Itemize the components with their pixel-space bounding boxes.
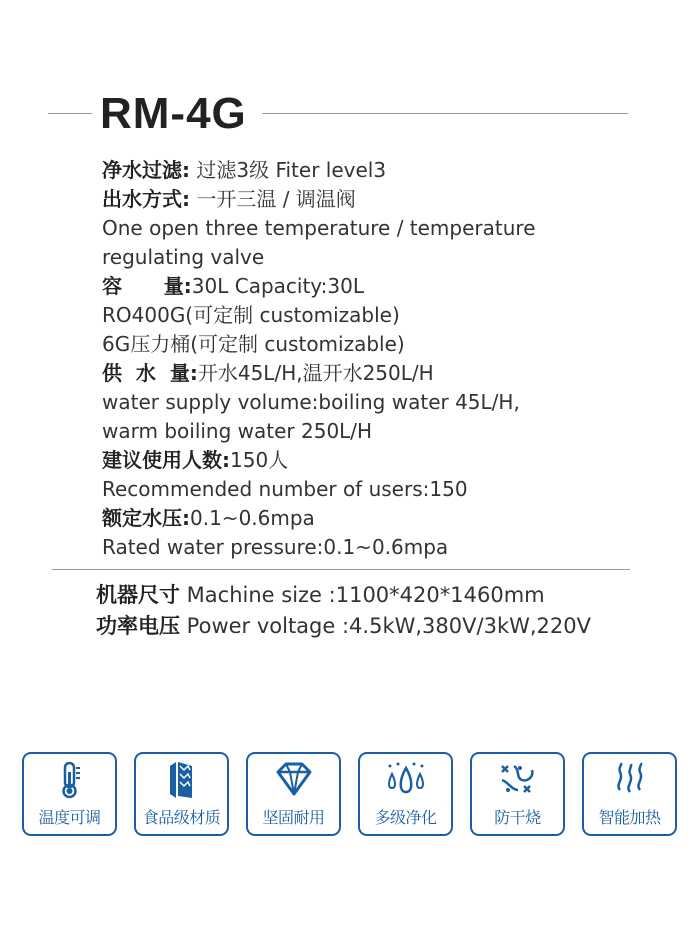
- feature-label: 多级净化: [374, 808, 437, 827]
- spec-filter: [102, 156, 682, 185]
- spec-users-en: [102, 475, 682, 504]
- spec-outlet-en-1: [102, 214, 682, 243]
- spec-value: 6G压力桶(可定制 customizable): [102, 332, 405, 356]
- spec-label: 容 量:: [102, 274, 192, 298]
- water-drops-icon: [382, 760, 430, 800]
- spec-list: [102, 156, 682, 562]
- spec-value: 开水45L/H,温开水250L/H: [197, 361, 434, 385]
- feature-label: 食品级材质: [142, 808, 221, 827]
- spec-label: 供 水 量:: [102, 361, 198, 385]
- spec-outlet-en-2: [102, 243, 682, 272]
- spec-pressure-en: [102, 533, 682, 562]
- spec-label: 净水过滤:: [102, 158, 190, 182]
- spec-label: 额定水压:: [102, 506, 190, 530]
- spec-value: Power voltage :4.5kW,380V/3kW,220V: [180, 614, 591, 638]
- feature-anti-dry-burn: [470, 752, 565, 836]
- spec-supply-en-1: [102, 388, 682, 417]
- feature-temperature: [22, 752, 117, 836]
- spec-label: 建议使用人数:: [102, 448, 230, 472]
- spec-value: regulating valve: [102, 245, 265, 269]
- spec-users: [102, 446, 682, 475]
- spec-value: Recommended number of users:150: [102, 477, 468, 501]
- thermometer-icon: [46, 760, 94, 800]
- spec-label: 功率电压: [96, 614, 180, 638]
- spec-capacity: [102, 272, 682, 301]
- spec-machine-size: [96, 580, 591, 611]
- feature-label: 温度可调: [38, 808, 101, 827]
- spec-supply-en-2: [102, 417, 682, 446]
- model-title: RM-4G: [100, 89, 247, 138]
- spec-value: One open three temperature / temperature: [102, 216, 536, 240]
- food-grade-material-icon: [158, 760, 206, 800]
- spec-value: RO400G(可定制 customizable): [102, 303, 400, 327]
- spec-value: 30L Capacity:30L: [191, 274, 365, 298]
- feature-purification: [358, 752, 453, 836]
- heat-waves-icon: [606, 760, 654, 800]
- title-rule-right: [262, 113, 628, 114]
- feature-label: 智能加热: [598, 808, 661, 827]
- spec-value: Machine size :1100*420*1460mm: [180, 583, 545, 607]
- feature-durable: [246, 752, 341, 836]
- spec-value: 过滤3级 Fiter level3: [190, 158, 387, 182]
- title-row: [0, 84, 700, 144]
- anti-dry-burn-icon: [494, 760, 542, 800]
- spec-value: 0.1~0.6mpa: [190, 506, 315, 530]
- feature-smart-heating: [582, 752, 677, 836]
- spec-ro: [102, 301, 682, 330]
- spec-power-voltage: [96, 611, 591, 642]
- spec-value: water supply volume:boiling water 45L/H,: [102, 390, 520, 414]
- spec-value: 一开三温 / 调温阀: [190, 187, 356, 211]
- spec-value: 150人: [230, 448, 289, 472]
- spec-value: warm boiling water 250L/H: [102, 419, 373, 443]
- machine-specs: [96, 580, 591, 642]
- feature-label: 坚固耐用: [262, 808, 325, 827]
- feature-label: 防干烧: [494, 808, 541, 827]
- diamond-icon: [270, 760, 318, 800]
- spec-supply: [102, 359, 682, 388]
- spec-outlet: [102, 185, 682, 214]
- section-divider: [52, 569, 630, 570]
- spec-label: 机器尺寸: [96, 583, 180, 607]
- spec-tank: [102, 330, 682, 359]
- title-rule-left: [48, 113, 92, 114]
- feature-food-grade: [134, 752, 229, 836]
- spec-value: Rated water pressure:0.1~0.6mpa: [102, 535, 449, 559]
- spec-label: 出水方式:: [102, 187, 190, 211]
- spec-pressure: [102, 504, 682, 533]
